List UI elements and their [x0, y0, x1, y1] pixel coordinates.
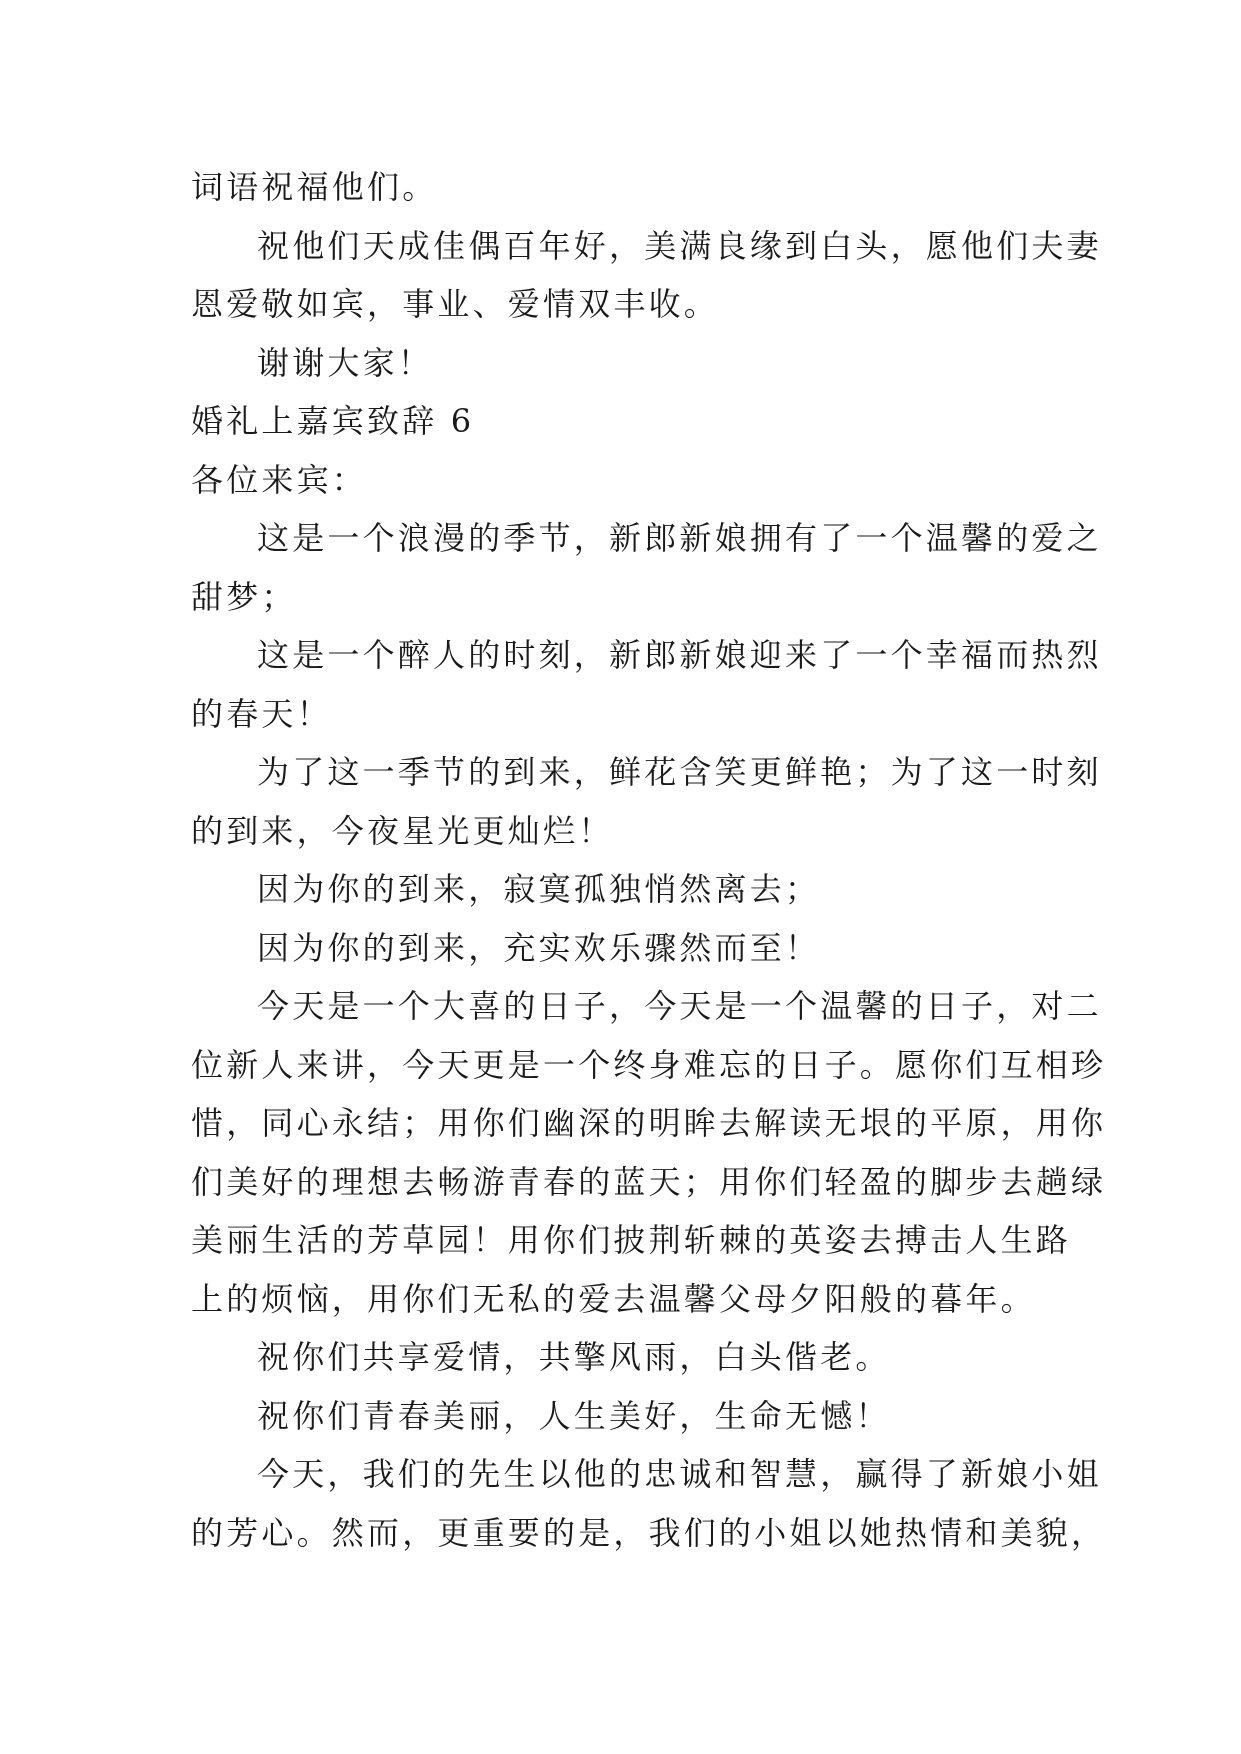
text-line: 惜，同心永结；用你们幽深的明眸去解读无垠的平原，用你 [191, 1104, 1107, 1142]
text-line: 甜梦； [191, 577, 297, 616]
text-line: 今天，我们的先生以他的忠诚和智慧，赢得了新娘小姐 [257, 1455, 1102, 1493]
text-line: 祝你们青春美丽，人生美好，生命无憾！ [257, 1396, 891, 1435]
text-line: 因为你的到来，充实欢乐骤然而至！ [257, 928, 821, 967]
text-line: 祝你们共享爱情，共擎风雨，白头偕老。 [257, 1338, 891, 1376]
text-line: 的芳心。然而，更重要的是，我们的小姐以她热情和美貌， [191, 1513, 1107, 1552]
text-line: 这是一个浪漫的季节，新郎新娘拥有了一个温馨的爱之 [257, 519, 1102, 557]
text-line: 谢谢大家！ [257, 343, 434, 382]
text-line: 为了这一季节的到来，鲜花含笑更鲜艳；为了这一时刻 [257, 753, 1102, 791]
text-line: 位新人来讲，今天更是一个终身难忘的日子。愿你们互相珍 [191, 1045, 1107, 1084]
text-line: 美丽生活的芳草园！用你们披荆斩棘的英姿去搏击人生路 [191, 1221, 1072, 1259]
text-line: 词语祝福他们。 [191, 168, 438, 206]
document-body [191, 158, 1107, 1562]
text-line: 们美好的理想去畅游青春的蓝天；用你们轻盈的脚步去趟绿 [191, 1162, 1107, 1201]
salutation: 各位来宾： [191, 460, 368, 499]
text-line: 因为你的到来，寂寞孤独悄然离去； [257, 870, 821, 908]
text-line: 今天是一个大喜的日子，今天是一个温馨的日子，对二 [257, 987, 1102, 1025]
text-line: 恩爱敬如宾，事业、爱情双丰收。 [191, 285, 720, 323]
text-line: 的到来，今夜星光更灿烂！ [191, 811, 614, 850]
section-heading: 婚礼上嘉宾致辞 6 [191, 402, 475, 440]
text-line: 的春天！ [191, 694, 332, 733]
text-line: 祝他们天成佳偶百年好，美满良缘到白头，愿他们夫妻 [257, 226, 1102, 265]
text-line: 上的烦恼，用你们无私的爱去温馨父母夕阳般的暮年。 [191, 1279, 1036, 1318]
text-line: 这是一个醉人的时刻，新郎新娘迎来了一个幸福而热烈 [257, 636, 1102, 674]
